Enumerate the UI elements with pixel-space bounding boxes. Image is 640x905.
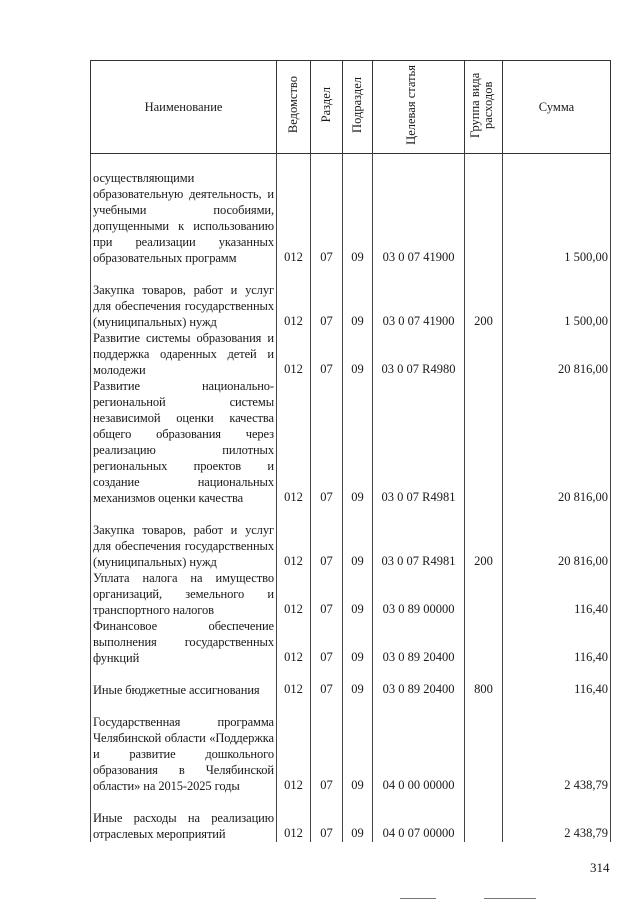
row-gruppa: [465, 378, 503, 506]
page-number: 314: [590, 860, 610, 875]
row-podrazdel: 09: [343, 666, 373, 698]
row-podrazdel: 09: [343, 506, 373, 570]
row-summa: 1 500,00: [503, 266, 611, 330]
row-gruppa: [465, 570, 503, 618]
table-body: [91, 154, 611, 842]
table-row: [91, 266, 611, 330]
row-gruppa: [465, 698, 503, 794]
row-summa: 20 816,00: [503, 330, 611, 378]
row-podrazdel: 09: [343, 698, 373, 794]
row-gruppa: [465, 154, 503, 266]
scan-artifact-line: [400, 898, 436, 899]
row-gruppa: [465, 330, 503, 378]
row-razdel: 07: [311, 154, 343, 266]
budget-table: [90, 60, 611, 842]
row-vedomstvo: 012: [277, 618, 311, 666]
row-celevaya: 03 0 07 R4980: [373, 330, 465, 378]
row-podrazdel: 09: [343, 794, 373, 842]
row-vedomstvo: 012: [277, 666, 311, 698]
table-header: [91, 61, 611, 154]
row-podrazdel: 09: [343, 266, 373, 330]
table-row: [91, 330, 611, 378]
row-summa: 116,40: [503, 618, 611, 666]
header-celevaya-statya: Целевая статья: [373, 61, 465, 154]
row-vedomstvo: 012: [277, 266, 311, 330]
row-gruppa: [465, 794, 503, 842]
table-row: [91, 666, 611, 698]
header-razdel: Раздел: [311, 61, 343, 154]
row-gruppa: 800: [465, 666, 503, 698]
row-razdel: 07: [311, 506, 343, 570]
row-razdel: 07: [311, 266, 343, 330]
row-name: Иные бюджетные ассигнования: [91, 666, 277, 698]
row-name: Развитие системы образования и поддержка одаренных детей и молодежи: [91, 330, 277, 378]
row-name: Уплата налога на имущество организаций, земельного и транспортного налогов: [91, 570, 277, 618]
header-name: Наименование: [91, 61, 277, 154]
row-name: Государственная программа Челябинской области «Поддержка и развитие дошкольного образования в Челябинской области» на 2015-2025 годы: [91, 698, 277, 794]
table-row: [91, 570, 611, 618]
row-vedomstvo: 012: [277, 378, 311, 506]
row-celevaya: 03 0 07 41900: [373, 154, 465, 266]
row-name: Закупка товаров, работ и услуг для обеспечения государственных (муниципальных) нужд: [91, 266, 277, 330]
row-summa: 2 438,79: [503, 794, 611, 842]
row-summa: 1 500,00: [503, 154, 611, 266]
table-row: [91, 506, 611, 570]
row-podrazdel: 09: [343, 378, 373, 506]
row-razdel: 07: [311, 618, 343, 666]
header-vedomstvo: Ведомство: [277, 61, 311, 154]
row-vedomstvo: 012: [277, 794, 311, 842]
row-razdel: 07: [311, 378, 343, 506]
row-celevaya: 04 0 00 00000: [373, 698, 465, 794]
row-vedomstvo: 012: [277, 570, 311, 618]
row-vedomstvo: 012: [277, 698, 311, 794]
row-name: Финансовое обеспечение выполнения государственных функций: [91, 618, 277, 666]
row-podrazdel: 09: [343, 618, 373, 666]
table-row: [91, 618, 611, 666]
header-summa: Сумма: [503, 61, 611, 154]
row-summa: 20 816,00: [503, 378, 611, 506]
row-podrazdel: 09: [343, 154, 373, 266]
table-row: [91, 794, 611, 842]
row-razdel: 07: [311, 330, 343, 378]
table-row: [91, 154, 611, 266]
row-vedomstvo: 012: [277, 154, 311, 266]
table-row: [91, 378, 611, 506]
row-name: Закупка товаров, работ и услуг для обеспечения государственных (муниципальных) нужд: [91, 506, 277, 570]
row-name: Иные расходы на реализацию отраслевых мероприятий: [91, 794, 277, 842]
row-razdel: 07: [311, 666, 343, 698]
row-celevaya: 03 0 89 20400: [373, 618, 465, 666]
row-summa: 116,40: [503, 570, 611, 618]
row-summa: 20 816,00: [503, 506, 611, 570]
row-razdel: 07: [311, 570, 343, 618]
row-vedomstvo: 012: [277, 506, 311, 570]
row-summa: 116,40: [503, 666, 611, 698]
row-celevaya: 03 0 89 00000: [373, 570, 465, 618]
header-podrazdel: Подраздел: [343, 61, 373, 154]
row-vedomstvo: 012: [277, 330, 311, 378]
header-gruppa-vida-rashodov: Группа вида расходов: [465, 61, 503, 154]
row-gruppa: [465, 618, 503, 666]
row-celevaya: 04 0 07 00000: [373, 794, 465, 842]
row-gruppa: 200: [465, 266, 503, 330]
row-celevaya: 03 0 07 R4981: [373, 506, 465, 570]
row-celevaya: 03 0 07 41900: [373, 266, 465, 330]
row-name: осуществляющими образовательную деятельность, и учебными пособиями, допущенными к использованию при реализации указанных образовательных программ: [91, 154, 277, 266]
scan-artifact-line: [484, 898, 536, 899]
row-gruppa: 200: [465, 506, 503, 570]
row-razdel: 07: [311, 794, 343, 842]
row-podrazdel: 09: [343, 330, 373, 378]
table-row: [91, 698, 611, 794]
row-celevaya: 03 0 07 R4981: [373, 378, 465, 506]
row-podrazdel: 09: [343, 570, 373, 618]
row-celevaya: 03 0 89 20400: [373, 666, 465, 698]
row-name: Развитие национально-региональной системы независимой оценки качества общего образования через реализацию пилотных региональных проектов и создание национальных механизмов оценки качества: [91, 378, 277, 506]
row-razdel: 07: [311, 698, 343, 794]
row-summa: 2 438,79: [503, 698, 611, 794]
